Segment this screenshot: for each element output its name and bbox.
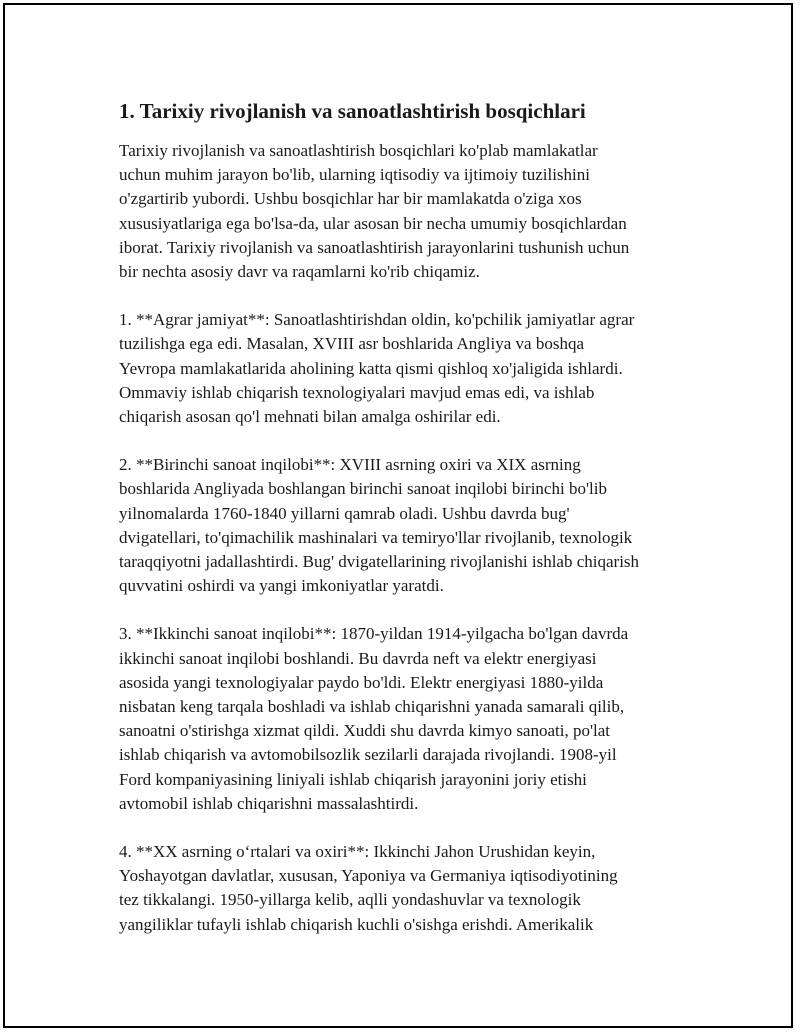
- text-line: 4. **XX asrning o‘rtalari va oxiri**: Ikkinchi Jahon Urushidan keyin,: [119, 842, 596, 862]
- text-line: xususiyatlariga ega bo'lsa-da, ular asosan bir necha umumiy bosqichlardan: [119, 213, 627, 233]
- paragraph-5: [119, 840, 699, 937]
- paragraph-4: [119, 622, 699, 816]
- paragraph-3: [119, 453, 699, 598]
- document-body: [119, 97, 699, 961]
- text-line: Yevropa mamlakatlarida aholining katta qismi qishloq xo'jaligida ishlardi.: [119, 358, 623, 378]
- text-line: quvvatini oshirdi va yangi imkoniyatlar yaratdi.: [119, 576, 444, 596]
- paragraph-list: [119, 139, 699, 937]
- document-page: [3, 3, 793, 1028]
- text-line: ikkinchi sanoat inqilobi boshlandi. Bu davrda neft va elektr energiyasi: [119, 648, 597, 668]
- text-line: yangiliklar tufayli ishlab chiqarish kuchli o'sishga erishdi. Amerikalik: [119, 914, 594, 934]
- text-line: Ford kompaniyasining liniyali ishlab chiqarish jarayonini joriy etishi: [119, 769, 587, 789]
- text-line: tuzilishga ega edi. Masalan, XVIII asr boshlarida Angliya va boshqa: [119, 334, 585, 354]
- text-line: taraqqiyotni jadallashtirdi. Bug' dvigatellarining rivojlanishi ishlab chiqarish: [119, 552, 640, 572]
- text-line: sanoatni o'stirishga xizmat qildi. Xuddi shu davrda kimyo sanoati, po'lat: [119, 721, 611, 741]
- text-line: Yoshayotgan davlatlar, xususan, Yaponiya va Germaniya iqtisodiyotining: [119, 866, 618, 886]
- text-line: yilnomalarda 1760-1840 yillarni qamrab oladi. Ushbu davrda bug': [119, 503, 570, 523]
- text-line: avtomobil ishlab chiqarishni massalashtirdi.: [119, 793, 419, 813]
- text-line: nisbatan keng tarqala boshladi va ishlab chiqarishni yanada samarali qilib,: [119, 697, 625, 717]
- text-line: dvigatellari, to'qimachilik mashinalari va temiryo'llar rivojlanib, texnologik: [119, 527, 633, 547]
- text-line: 3. **Ikkinchi sanoat inqilobi**: 1870-yildan 1914-yilgacha bo'lgan davrda: [119, 624, 629, 644]
- text-line: iborat. Tarixiy rivojlanish va sanoatlashtirish jarayonlarini tushunish uchun: [119, 237, 630, 257]
- paragraph-1: [119, 139, 699, 284]
- text-line: o'zgartirib yubordi. Ushbu bosqichlar har bir mamlakatda o'ziga xos: [119, 189, 582, 209]
- text-line: 2. **Birinchi sanoat inqilobi**: XVIII asrning oxiri va XIX asrning: [119, 455, 581, 475]
- paragraph-2: [119, 308, 699, 429]
- text-line: tez tikkalangi. 1950-yillarga kelib, aqlli yondashuvlar va texnologik: [119, 890, 581, 910]
- text-line: bir nechta asosiy davr va raqamlarni ko'rib chiqamiz.: [119, 262, 480, 282]
- text-line: 1. **Agrar jamiyat**: Sanoatlashtirishdan oldin, ko'pchilik jamiyatlar agrar: [119, 310, 635, 330]
- text-line: asosida yangi texnologiyalar paydo bo'ldi. Elektr energiyasi 1880-yilda: [119, 672, 604, 692]
- text-line: chiqarish asosan qo'l mehnati bilan amalga oshirilar edi.: [119, 407, 501, 427]
- text-line: ishlab chiqarish va avtomobilsozlik sezilarli darajada rivojlandi. 1908-yil: [119, 745, 617, 765]
- text-line: uchun muhim jarayon bo'lib, ularning iqtisodiy va ijtimoiy tuzilishini: [119, 165, 590, 185]
- document-title: 1. Tarixiy rivojlanish va sanoatlashtirish bosqichlari: [119, 99, 586, 123]
- text-line: boshlarida Angliyada boshlangan birinchi sanoat inqilobi birinchi bo'lib: [119, 479, 607, 499]
- text-line: Tarixiy rivojlanish va sanoatlashtirish bosqichlari ko'plab mamlakatlar: [119, 141, 598, 160]
- text-line: Ommaviy ishlab chiqarish texnologiyalari mavjud emas edi, va ishlab: [119, 382, 595, 402]
